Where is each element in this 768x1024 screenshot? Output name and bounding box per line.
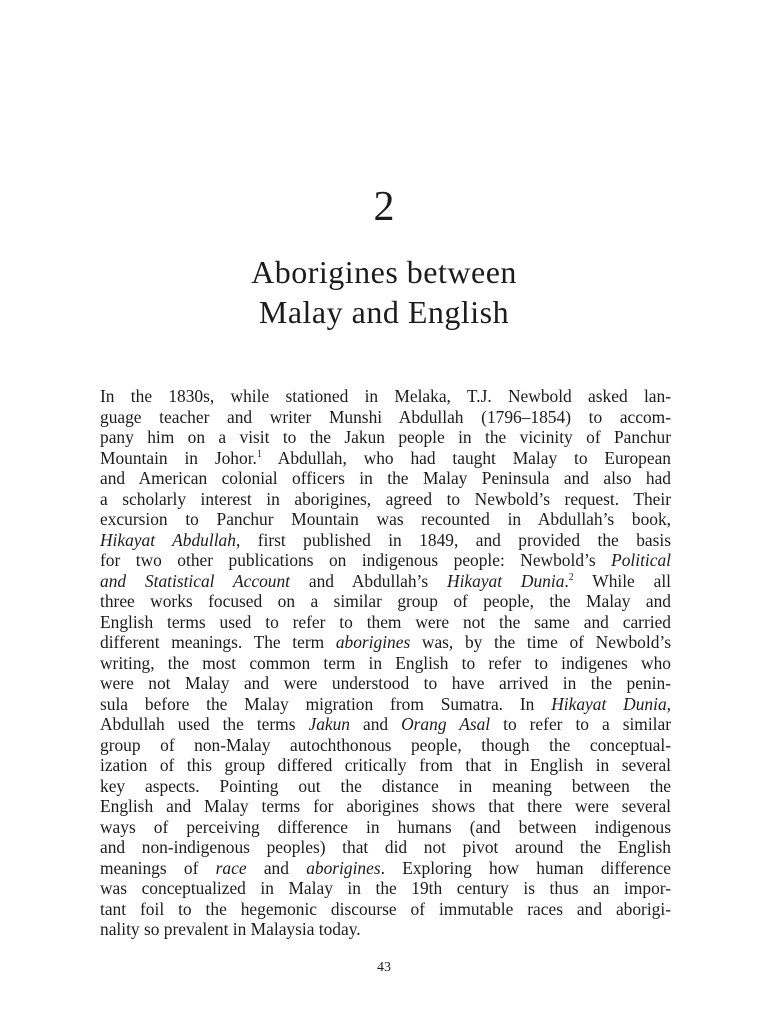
text-run: and <box>246 857 307 878</box>
text-run: , first published in 1849, and provided the basis <box>235 529 671 550</box>
text-run: English and Malay terms for aborigines shows that there were several <box>100 796 671 816</box>
page-number: 43 <box>377 960 391 975</box>
paragraph-line <box>100 673 671 694</box>
text-run: to refer to a similar <box>490 714 671 734</box>
body-paragraph <box>100 386 671 940</box>
text-run: writing, the most common term in English to refer to indigenes who <box>100 652 671 673</box>
italic-term: Hikayat Abdullah <box>100 529 236 550</box>
paragraph-line <box>100 427 671 448</box>
text-run: . Exploring how human difference <box>380 857 671 878</box>
footnote-marker: 2 <box>568 571 574 583</box>
paragraph-line <box>100 407 671 428</box>
text-run: ways of perceiving difference in humans (and between indigenous <box>100 816 671 837</box>
paragraph-line <box>100 878 671 899</box>
italic-term: Orang Asal <box>401 714 491 734</box>
paragraph-line <box>100 386 671 407</box>
text-run: tant foil to the hegemonic discourse of immutable races and aborigi- <box>100 898 671 919</box>
text-run: nality so prevalent in Malaysia today. <box>100 919 361 939</box>
text-run: a scholarly interest in aborigines, agreed to Newbold’s request. Their <box>100 488 671 509</box>
text-run: Mountain in Johor. <box>100 447 257 468</box>
italic-term: aborigines <box>335 632 411 652</box>
italic-term: Hikayat Dunia <box>551 693 667 714</box>
text-run: was, by the time of Newbold’s <box>410 632 671 652</box>
text-run: Abdullah, who had taught Malay to European <box>261 447 671 468</box>
text-run: While all <box>573 570 671 591</box>
text-run: . <box>564 570 569 591</box>
paragraph-line <box>100 550 671 571</box>
text-run: was conceptualized in Malay in the 19th century is thus an impor- <box>100 878 671 898</box>
text-run: were not Malay and were understood to have arrived in the penin- <box>100 673 671 693</box>
paragraph-line <box>100 919 671 940</box>
paragraph-line <box>100 571 671 592</box>
footnote-marker: 1 <box>256 448 262 460</box>
text-run: and <box>350 714 402 734</box>
paragraph-line <box>100 858 671 879</box>
italic-term: and Statistical Account <box>100 570 290 591</box>
chapter-number: 2 <box>373 184 395 230</box>
italic-term: Jakun <box>308 714 350 734</box>
text-run: for two other publications on indigenous people: Newbold’s <box>100 550 612 570</box>
text-run: guage teacher and writer Munshi Abdullah (1796–1854) to accom- <box>100 406 671 427</box>
paragraph-line <box>100 735 671 756</box>
paragraph-line <box>100 468 671 489</box>
text-run: In the 1830s, while stationed in Melaka, T.J. Newbold asked lan- <box>100 386 671 406</box>
text-run: meanings of <box>100 857 216 878</box>
text-run: and non-indigenous peoples) that did not pivot around the English <box>100 837 671 857</box>
text-run: English terms used to refer to them were not the same and carried <box>100 611 671 632</box>
text-run: ization of this group differed critically from that in English in several <box>100 755 671 775</box>
italic-term: Hikayat Dunia <box>447 570 565 591</box>
text-run: and Abdullah’s <box>290 570 448 591</box>
text-run: different meanings. The term <box>100 632 336 652</box>
text-run: three works focused on a similar group of people, the Malay and <box>100 591 671 611</box>
text-run: and American colonial officers in the Malay Peninsula and also had <box>100 468 671 488</box>
text-run: Abdullah used the terms <box>100 714 309 734</box>
chapter-title-line: Aborigines between <box>251 254 517 290</box>
paragraph-line <box>100 755 671 776</box>
italic-term: aborigines <box>306 857 381 878</box>
paragraph-line <box>100 837 671 858</box>
text-run: excursion to Panchur Mountain was recounted in Abdullah’s book, <box>100 509 671 529</box>
paragraph-line <box>100 694 671 715</box>
text-run: group of non-Malay autochthonous people, though the conceptual- <box>100 734 671 755</box>
italic-term: race <box>215 857 247 878</box>
italic-term: Political <box>611 550 671 570</box>
chapter-title-line: Malay and English <box>258 294 510 330</box>
text-run: key aspects. Pointing out the distance in meaning between the <box>100 775 671 796</box>
text-run: pany him on a visit to the Jakun people in the vicinity of Panchur <box>100 427 671 447</box>
paragraph-line <box>100 714 671 735</box>
paragraph-line <box>100 776 671 797</box>
paragraph-line <box>100 612 671 633</box>
paragraph-line <box>100 591 671 612</box>
chapter-title <box>0 252 768 332</box>
paragraph-line <box>100 817 671 838</box>
paragraph-line <box>100 489 671 510</box>
text-run: sula before the Malay migration from Sumatra. In <box>100 693 552 714</box>
paragraph-line <box>100 653 671 674</box>
paragraph-line <box>100 530 671 551</box>
text-run: , <box>666 693 672 714</box>
paragraph-line <box>100 796 671 817</box>
paragraph-line <box>100 899 671 920</box>
paragraph-line <box>100 632 671 653</box>
paragraph-line <box>100 509 671 530</box>
paragraph-line <box>100 448 671 469</box>
